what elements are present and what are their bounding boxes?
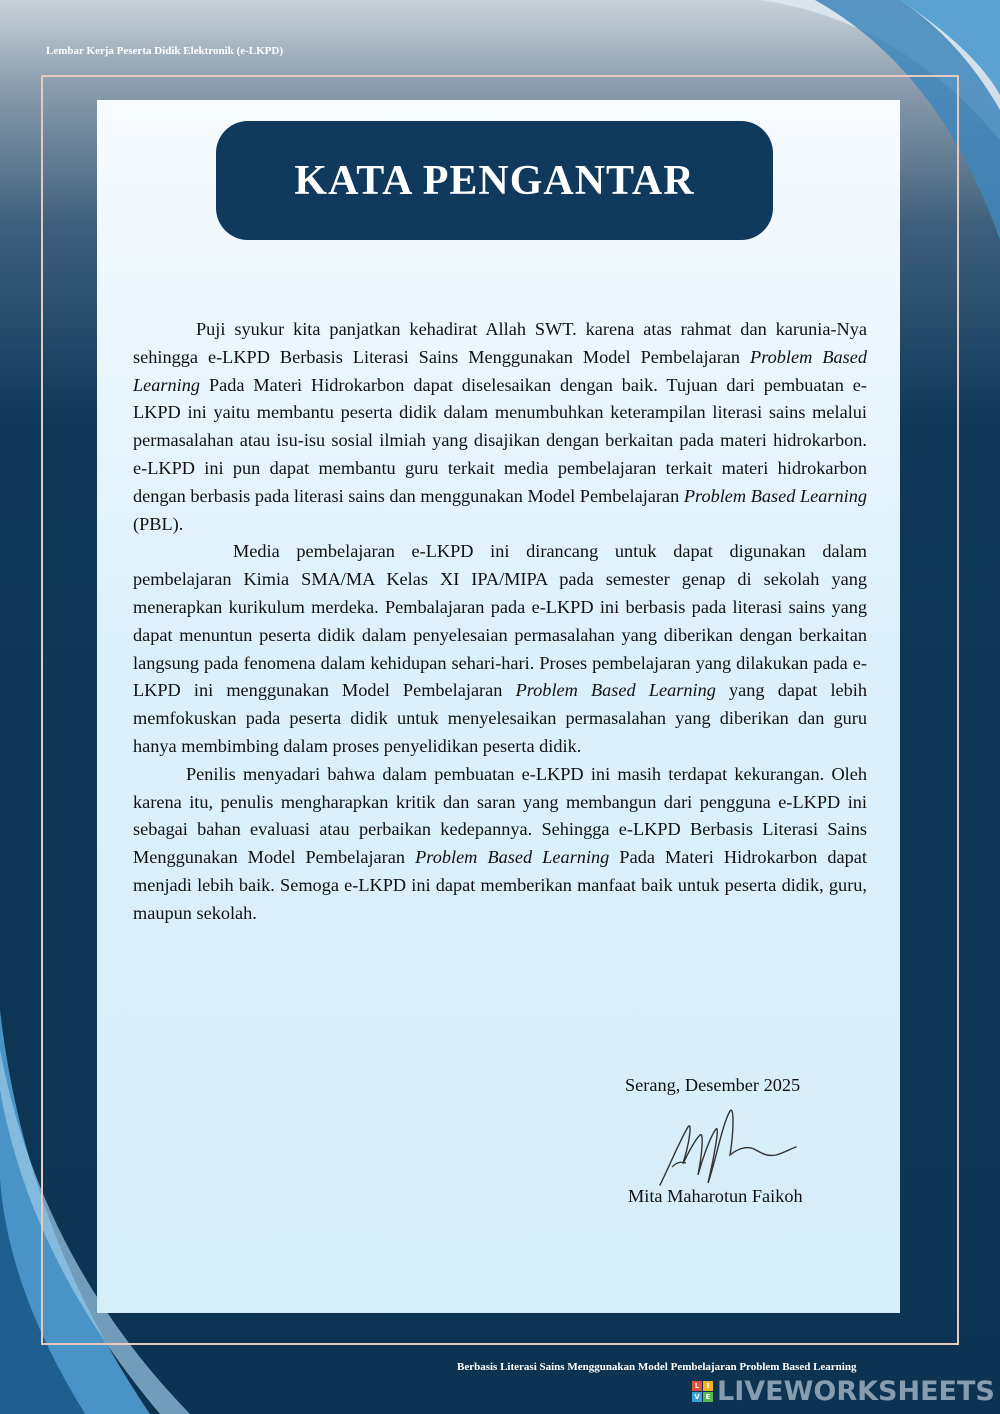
paragraph-2-part-c: yang dapat lebih memfokuskan pada peserta didik untuk menyelesaikan permasalahan yang diberikan dan guru hanya membimbing dalam proses penyelidikan peserta didik.	[133, 680, 867, 756]
title-banner	[216, 121, 773, 240]
paragraph-2	[133, 538, 867, 760]
paragraph-1-italic-1: Problem Based Learning	[133, 346, 867, 395]
paragraph-1	[133, 316, 867, 538]
watermark	[692, 1375, 995, 1407]
paragraph-1-part-a: Puji syukur kita panjatkan kehadirat Allah SWT. karena atas rahmat dan karunia-Nya sehingga e-LKPD Berbasis Literasi Sains Menggunakan Model Pembelajaran	[133, 319, 867, 367]
watermark-logo-letter: L	[692, 1381, 702, 1391]
watermark-logo-icon	[692, 1381, 713, 1402]
watermark-text: LIVEWORKSHEETS	[717, 1375, 995, 1407]
body-text	[133, 316, 867, 928]
paragraph-3	[133, 761, 867, 928]
paragraph-2-italic: Problem Based Learning	[515, 680, 716, 701]
paragraph-1-part-e: (PBL).	[133, 513, 184, 534]
signature-image	[650, 1105, 800, 1190]
page-title: KATA PENGANTAR	[294, 157, 695, 204]
paragraph-1-italic-2: Problem Based Learning	[683, 485, 867, 506]
paragraph-1-part-c: Pada Materi Hidrokarbon dapat diselesaikan dengan baik. Tujuan dari pembuatan e-LKPD ini yaitu membantu peserta didik dalam menumbuhkan keterampilan literasi sains melalui permasalahan atau isu-isu sosial ilmiah yang disajikan dengan berkaitan pada materi hidrokarbon. e-LKPD ini pun dapat membantu guru terkait media pembelajaran terkait materi hidrokarbon dengan berbasis pada literasi sains dan menggunakan Model Pembelajaran	[133, 374, 867, 506]
place-date: Serang, Desember 2025	[625, 1075, 801, 1095]
watermark-logo-letter: V	[692, 1392, 702, 1402]
watermark-logo-letter: E	[703, 1392, 713, 1402]
author-name: Mita Maharotun Faikoh	[628, 1186, 803, 1206]
footer-running-title: Berbasis Literasi Sains Menggunakan Model Pembelajaran Problem Based Learning	[457, 1361, 857, 1373]
paragraph-3-italic: Problem Based Learning	[415, 847, 610, 868]
paragraph-2-part-a: Media pembelajaran e-LKPD ini dirancang untuk dapat digunakan dalam pembelajaran Kimia SMA/MA Kelas XI IPA/MIPA pada semester genap di sekolah yang menerapkan kurikulum merdeka. Pembalajaran pada e-LKPD ini berbasis pada literasi sains yang dapat menuntun peserta didik dalam penyelesaian permasalahan yang diberikan dengan berkaitan langsung pada fenomena dalam kehidupan sehari-hari. Proses pembelajaran yang dilakukan pada e-LKPD ini menggunakan Model Pembelajaran	[133, 541, 867, 701]
watermark-logo-letter: I	[703, 1381, 713, 1391]
paragraph-3-part-c: Pada Materi Hidrokarbon dapat menjadi lebih baik. Semoga e-LKPD ini dapat memberikan manfaat baik untuk peserta didik, guru, maupun sekolah.	[133, 847, 867, 923]
header-running-title: Lembar Kerja Peserta Didik Elektronik (e-LKPD)	[46, 45, 283, 57]
paragraph-3-part-a: Penilis menyadari bahwa dalam pembuatan e-LKPD ini masih terdapat kekurangan. Oleh karena itu, penulis mengharapkan kritik dan saran yang membangun dari pengguna e-LKPD ini sebagai bahan evaluasi atau perbaikan kedepannya. Sehingga e-LKPD Berbasis Literasi Sains Menggunakan Model Pembelajaran	[133, 763, 867, 868]
